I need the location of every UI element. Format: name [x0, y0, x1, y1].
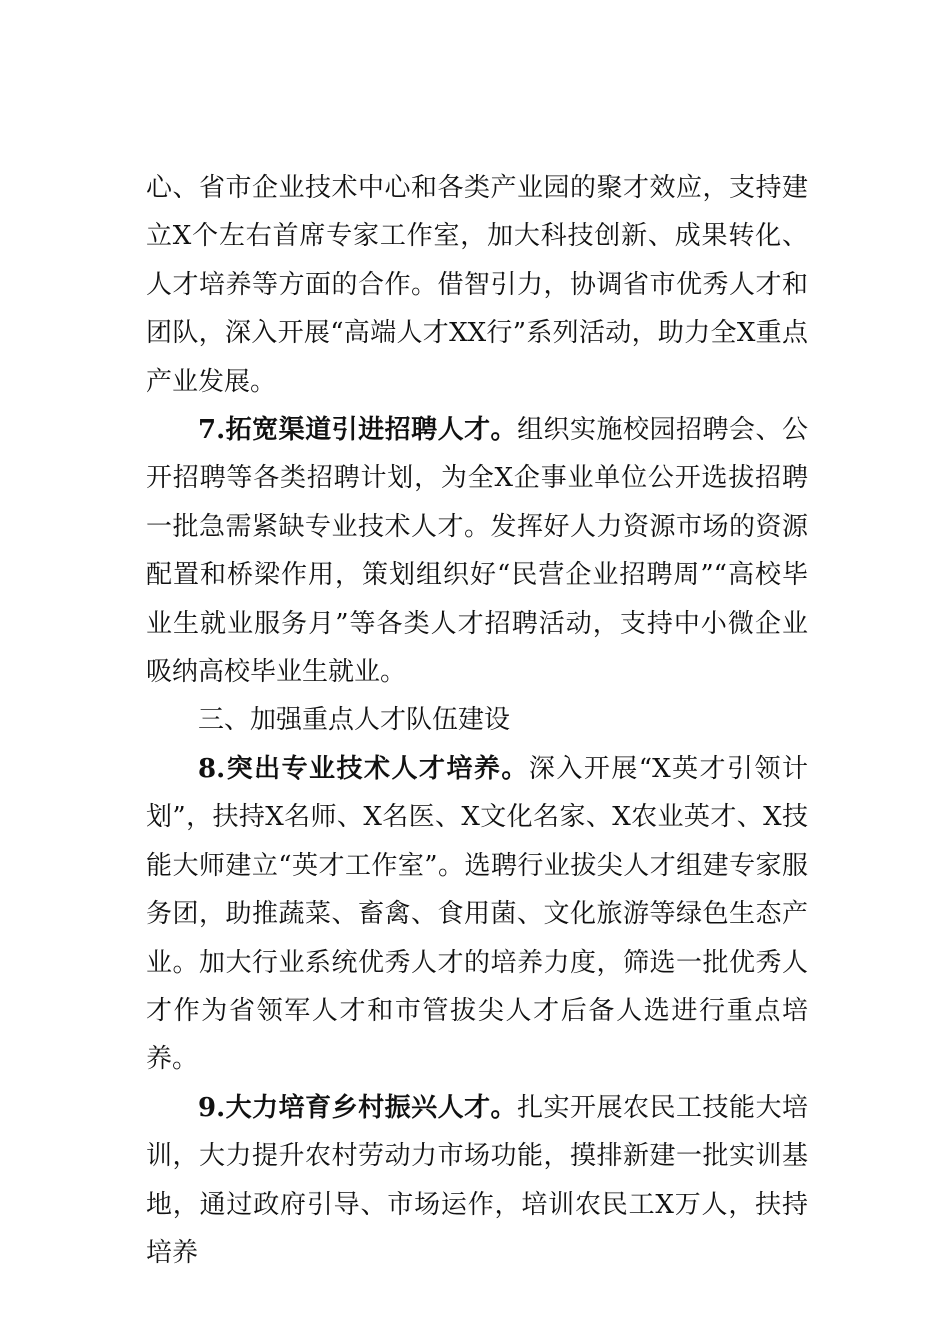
item-7-heading: 7.拓宽渠道引进招聘人才。 — [198, 415, 518, 446]
item-9-body: 扎实开展农民工技能大培训，大力提升农村劳动力市场功能，摸排新建一批实训基地，通过政府引导、市场运作，培训农民工X万人，扶持培养 — [146, 1092, 808, 1268]
paragraph-item-7 — [146, 406, 808, 696]
section-3-heading: 三、加强重点人才队伍建设 — [198, 705, 511, 736]
item-8-heading: 8.突出专业技术人才培养。 — [198, 753, 529, 784]
item-8-body: 深入开展“X英才引领计划”，扶持X名师、X名医、X文化名家、X农业英才、X技能大师建立“英才工作室”。选聘行业拔尖人才组建专家服务团，助推蔬菜、畜禽、食用菌、文化旅游等绿色生态产业。加大行业系统优秀人才的培养力度，筛选一批优秀人才作为省领军人才和市管拔尖人才后备人选进行重点培养。 — [146, 753, 808, 1075]
document-body — [146, 164, 808, 1277]
item-7-body: 组织实施校园招聘会、公开招聘等各类招聘计划，为全X企事业单位公开选拔招聘一批急需紧缺专业技术人才。发挥好人力资源市场的资源配置和桥梁作用，策划组织好“民营企业招聘周”“高校毕业生就业服务月”等各类人才招聘活动，支持中小微企业吸纳高校毕业生就业。 — [146, 415, 808, 688]
paragraph-item-9 — [146, 1084, 808, 1278]
paragraph-item-8 — [146, 745, 808, 1084]
paragraph-continued: 心、省市企业技术中心和各类产业园的聚才效应，支持建立X个左右首席专家工作室，加大科技创新、成果转化、人才培养等方面的合作。借智引力，协调省市优秀人才和团队，深入开展“高端人才XX行”系列活动，助力全X重点产业发展。 — [146, 173, 808, 397]
item-9-heading: 9.大力培育乡村振兴人才。 — [198, 1092, 518, 1123]
